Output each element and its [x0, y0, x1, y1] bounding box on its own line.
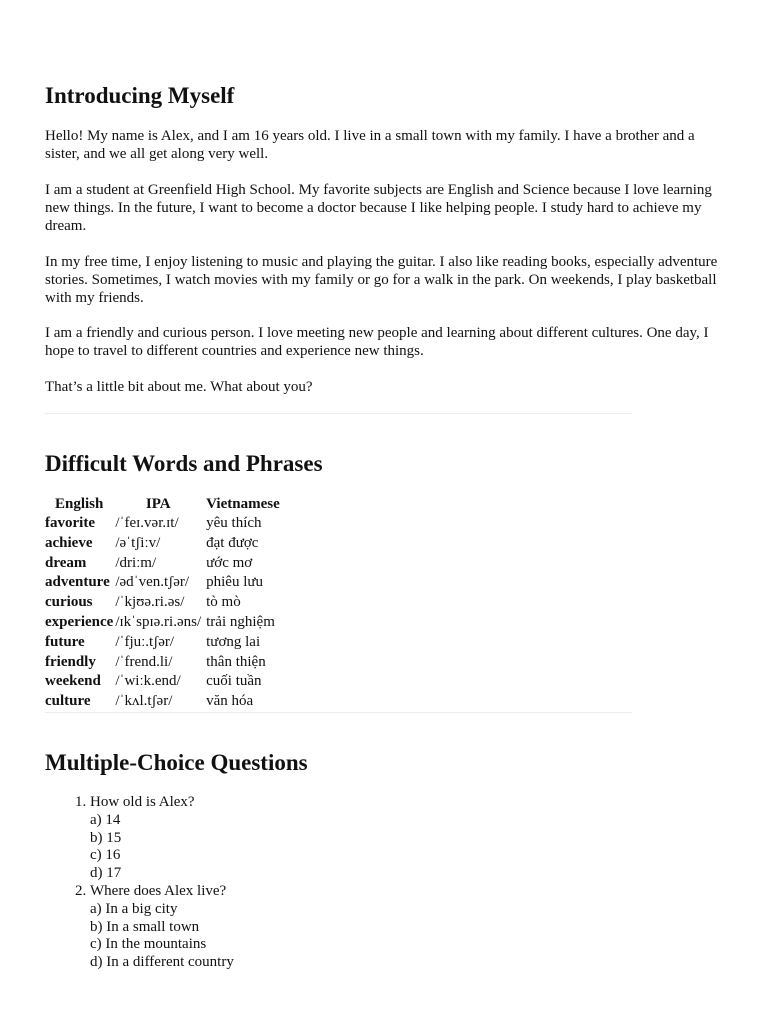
table-row	[44, 593, 281, 613]
intro-paragraph: I am a student at Greenfield High School. My favorite subjects are English and Science because I love learning new things. In the future, I want to become a doctor because I like helping people. I study hard to achieve my dream.	[45, 182, 712, 234]
answer-option: c) 16	[90, 847, 121, 864]
english-word: dream	[45, 554, 87, 571]
section-divider	[45, 712, 632, 713]
table-row	[44, 613, 281, 633]
table-row	[44, 633, 281, 653]
ipa-transcription: /ˈfjuː.tʃər/	[115, 633, 175, 650]
ipa-transcription: /ˈfeɪ.vər.ɪt/	[115, 515, 179, 531]
intro-paragraph: Hello! My name is Alex, and I am 16 years old. I live in a small town with my family. I have a brother and a sister, and we all get along very well.	[45, 128, 695, 162]
vietnamese-translation: cuối tuần	[206, 673, 262, 690]
english-word: future	[45, 633, 85, 650]
ipa-transcription: /driːm/	[115, 554, 157, 571]
ipa-transcription: /ɪkˈspɪə.ri.əns/	[115, 613, 202, 630]
vocabulary-table	[44, 494, 281, 712]
ipa-transcription: /ədˈven.tʃər/	[115, 574, 190, 591]
table-row	[44, 554, 281, 574]
vietnamese-translation: tò mò	[206, 594, 241, 611]
question-text: How old is Alex?	[90, 794, 195, 810]
table-row	[44, 514, 281, 534]
vietnamese-translation: tương lai	[206, 633, 261, 650]
answer-option: a) In a big city	[90, 900, 178, 917]
column-header-english: English	[54, 496, 104, 512]
english-word: experience	[45, 613, 114, 630]
answer-option: a) 14	[90, 811, 121, 828]
english-word: curious	[45, 594, 93, 611]
answer-option: d) 17	[90, 865, 122, 882]
ipa-transcription: /ˈkjʊə.ri.əs/	[115, 594, 185, 611]
table-row	[44, 534, 281, 554]
table-header-row	[44, 494, 281, 514]
answer-option: c) In the mountains	[90, 936, 207, 953]
english-word: culture	[45, 693, 91, 710]
intro-paragraph: That’s a little bit about me. What about you?	[45, 379, 313, 395]
question-item	[90, 883, 234, 972]
english-word: weekend	[45, 673, 101, 690]
question-list	[45, 794, 234, 972]
intro-heading: Introducing Myself	[45, 83, 235, 108]
table-row	[44, 573, 281, 593]
vietnamese-translation: yêu thích	[206, 515, 262, 531]
intro-paragraph: In my free time, I enjoy listening to music and playing the guitar. I also like reading books, especially adventure stories. Sometimes, I watch movies with my family or go for a walk in the park. On weekends, I play basketball with my friends.	[45, 254, 718, 306]
vocabulary-heading: Difficult Words and Phrases	[45, 451, 323, 476]
english-word: adventure	[45, 574, 110, 591]
table-row	[44, 692, 281, 712]
english-word: achieve	[45, 534, 93, 551]
ipa-transcription: /ˈkʌl.tʃər/	[115, 693, 173, 710]
answer-option: d) In a different country	[90, 954, 234, 971]
questions-heading: Multiple-Choice Questions	[45, 750, 308, 775]
vietnamese-translation: phiêu lưu	[206, 574, 264, 591]
vietnamese-translation: trải nghiệm	[206, 613, 275, 630]
answer-option: b) 15	[90, 829, 122, 846]
answer-option: b) In a small town	[90, 918, 200, 935]
vietnamese-translation: văn hóa	[206, 693, 254, 710]
english-word: friendly	[45, 653, 96, 670]
intro-paragraph: I am a friendly and curious person. I love meeting new people and learning about different cultures. One day, I hope to travel to different countries and experience new things.	[45, 325, 709, 359]
table-row	[44, 653, 281, 673]
vietnamese-translation: thân thiện	[206, 653, 266, 670]
ipa-transcription: /ˈfrend.li/	[115, 653, 173, 670]
column-header-ipa: IPA	[145, 496, 171, 512]
section-divider	[45, 413, 632, 414]
vietnamese-translation: ước mơ	[206, 554, 253, 571]
english-word: favorite	[45, 515, 95, 531]
question-text: Where does Alex live?	[90, 882, 227, 899]
ipa-transcription: /əˈtʃiːv/	[115, 534, 161, 551]
column-header-vietnamese: Vietnamese	[206, 496, 280, 512]
table-row	[44, 672, 281, 692]
vietnamese-translation: đạt được	[206, 534, 259, 551]
ipa-transcription: /ˈwiːk.end/	[115, 673, 181, 690]
question-item	[90, 794, 234, 883]
